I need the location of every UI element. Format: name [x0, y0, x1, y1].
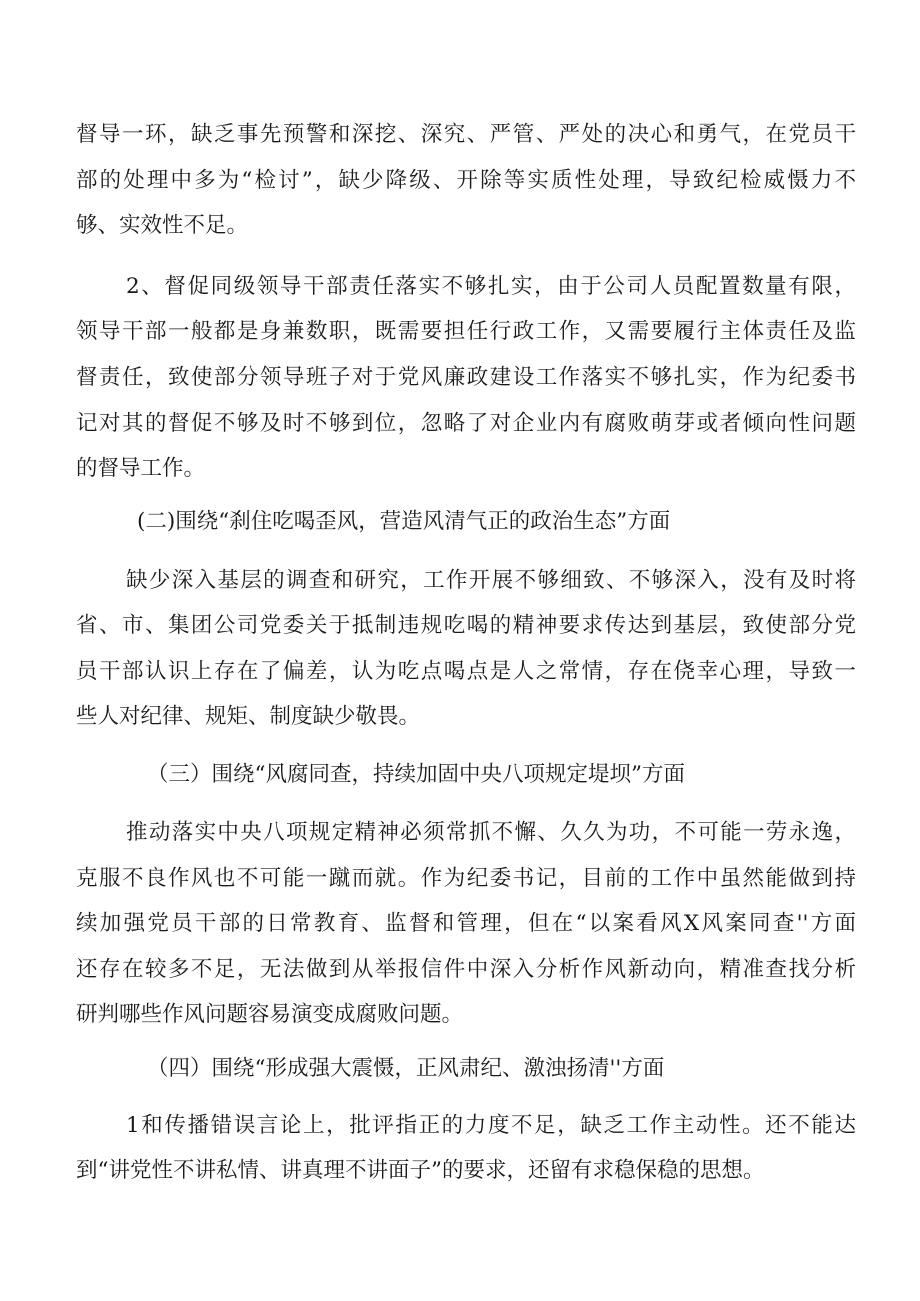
section-heading: （四）围绕“形成强大震慑，正风肃纪、激浊扬清''方面: [147, 1056, 665, 1081]
text-line: 推动落实中央八项规定精神必须常抓不懈、久久为功，不可能一劳永逸，: [126, 820, 856, 845]
text-line: 研判哪些作风问题容易演变成腐败问题。: [76, 1002, 464, 1027]
text-line: 省、市、集团公司党委关于抵制违规吃喝的精神要求传达到基层，致使部分党: [76, 613, 856, 638]
section-heading: (二)围绕“刹住吃喝歪风，营造风清气正的政治生态”方面: [137, 509, 671, 534]
text-line: 缺少深入基层的调查和研究，工作开展不够细致、不够深入，没有及时将: [126, 568, 856, 593]
text-line: 还存在较多不足，无法做到从举报信件中深入分析作风新动向，精准查找分析: [76, 957, 856, 982]
text-line: 2、督促同级领导干部责任落实不够扎实，由于公司人员配置数量有限，: [126, 274, 856, 299]
text-line: 够、实效性不足。: [76, 213, 249, 238]
text-line: 到“讲党性不讲私情、讲真理不讲面子”的要求，还留有求稳保稳的思想。: [76, 1158, 765, 1183]
text-line: 续加强党员干部的日常教育、监督和管理，但在“以案看风X风案同查''方面: [76, 911, 856, 936]
text-line: 督责任，致使部分领导班子对于党风廉政建设工作落实不够扎实，作为纪委书: [76, 365, 856, 390]
text-line: 督导一环，缺乏事先预警和深挖、深究、严管、严处的决心和勇气，在党员干: [76, 122, 856, 147]
text-line: 些人对纪律、规矩、制度缺少敬畏。: [76, 704, 421, 729]
text-line: 克服不良作风也不可能一蹴而就。作为纪委书记，目前的工作中虽然能做到持: [76, 866, 856, 891]
text-line: 领导干部一般都是身兼数职，既需要担任行政工作，又需要履行主体责任及监: [76, 319, 856, 344]
text-line: 的督导工作。: [76, 456, 206, 481]
text-line: 1和传播错误言论上，批评指正的力度不足，缺乏工作主动性。还不能达: [126, 1113, 856, 1138]
text-line: 员干部认识上存在了偏差，认为吃点喝点是人之常情，存在侥幸心理，导致一: [76, 659, 856, 684]
section-heading: （三）围绕“风腐同查，持续加固中央八项规定堤坝”方面: [147, 762, 685, 787]
text-line: 部的处理中多为“检讨”，缺少降级、开除等实质性处理，导致纪检威慑力不: [76, 168, 856, 193]
text-line: 记对其的督促不够及时不够到位，忽略了对企业内有腐败萌芽或者倾向性问题: [76, 411, 856, 436]
